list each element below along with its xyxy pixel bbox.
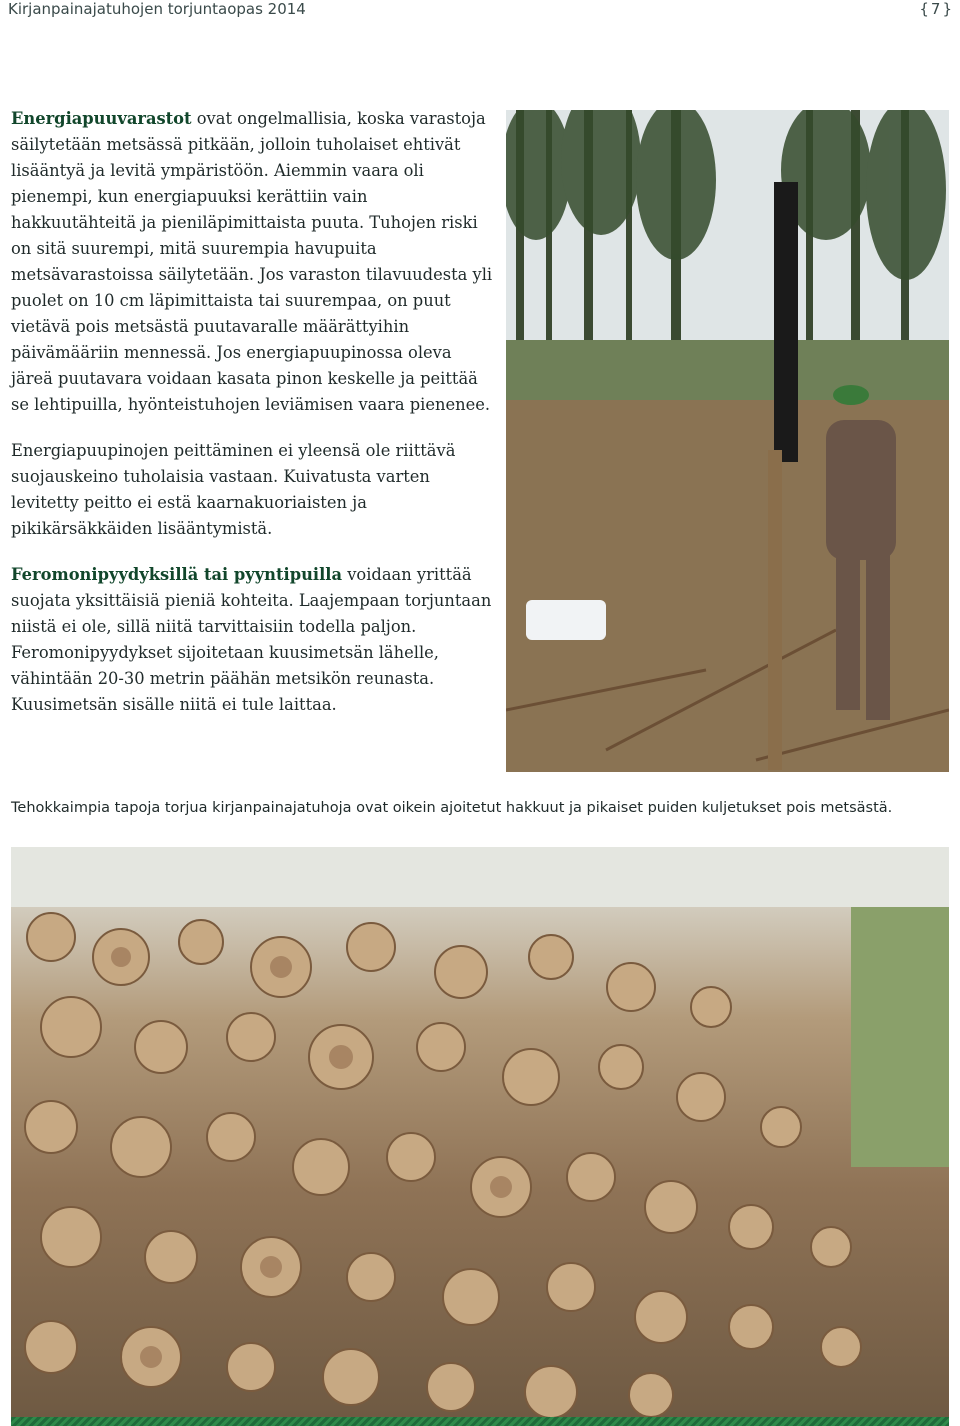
text-covering: Energiapuupinojen peittäminen ei yleensä ole riittävä suojauskeino tuholaisia vastaan. Kuivatusta varten levitetty peitto ei estä kaarnakuoriaisten ja pikikärsäkkäiden lisääntymistä. [11,441,456,538]
page-number: {7} [919,0,954,18]
lead-energy-wood: Energiapuuvarastot [11,109,192,128]
text-energy-wood: ovat ongelmallisia, koska varastoja säilytetään metsässä pitkään, jolloin tuholaiset ehtivät lisääntyä ja levitä ympäristöön. Aiemmin vaara oli pienempi, kun energiapuuksi kerättiin vain hakkuutähteitä ja pieniläpimittaista puuta. Tuhojen riski on sitä suurempi, mitä suurempia havupuita metsävarastoissa säilytetään. Jos varaston tilavuudesta yli puolet on 10 cm läpimittaista tai suurempaa, on puut vietävä pois metsästä puutavaralle määrättyihin päivämääriin mennessä. Jos energiapuupinossa oleva järeä puutavara voidaan kasata pinon keskelle ja peittää se lehtipuilla, hyönteistuhojen leviämisen vaara pienenee. [11,109,493,414]
lead-pheromone: Feromonipyydyksillä tai pyyntipuilla [11,565,343,584]
header-title: Kirjanpainajatuhojen torjuntaopas 2014 [8,0,306,18]
photo-caption: Tehokkaimpia tapoja torjua kirjanpainajatuhoja ovat oikein ajoitetut hakkuut ja pikaiset puiden kuljetukset pois metsästä. [11,800,893,816]
body-text-column [11,106,493,738]
photo-logs-illustration [11,847,949,1417]
photo-forest-illustration [506,110,949,772]
paragraph-covering [11,438,493,542]
paragraph-pheromone [11,562,493,718]
paragraph-energy-wood [11,106,493,418]
photo-log-pile [11,847,949,1417]
photo-pheromone-trap [506,110,949,772]
text-pheromone: voidaan yrittää suojata yksittäisiä pieniä kohteita. Laajempaan torjuntaan niistä ei ole, sillä niitä tarvittaisiin todella paljon. Feromonipyydykset sijoitetaan kuusimetsän lähelle, vähintään 20-30 metrin päähän metsikön reunasta. Kuusimetsän sisälle niitä ei tule laittaa. [11,565,492,714]
bottom-decorative-stripe [11,1417,949,1426]
